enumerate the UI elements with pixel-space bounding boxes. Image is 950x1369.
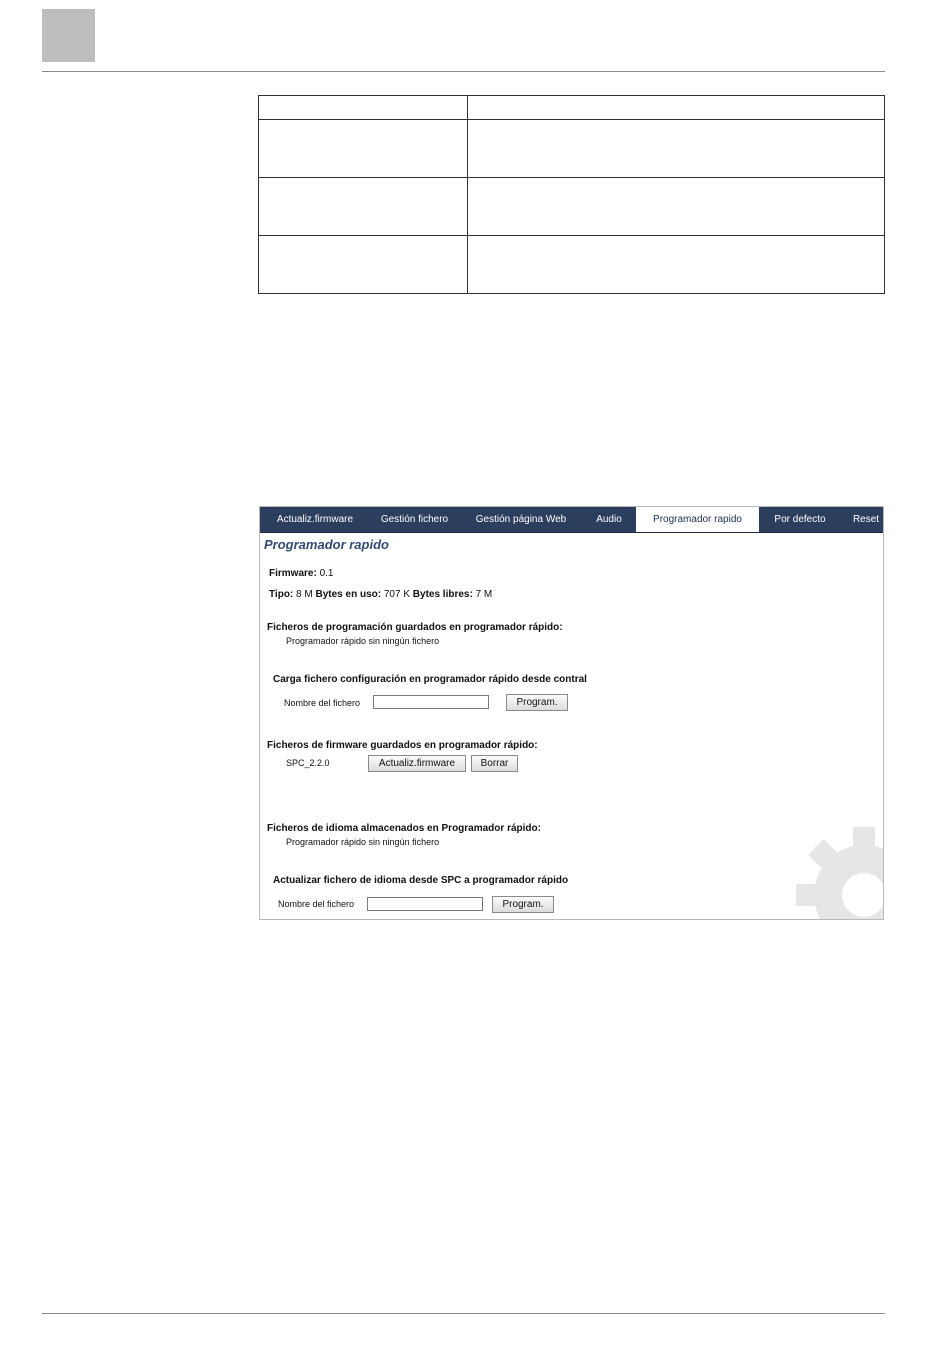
- tab-gestion-fichero[interactable]: Gestión fichero: [380, 514, 449, 525]
- tab-gestion-pagina-web[interactable]: Gestión página Web: [475, 514, 567, 525]
- fw-file-name: SPC_2.2.0: [286, 758, 330, 768]
- delete-button[interactable]: Borrar: [471, 755, 518, 772]
- table-header-cell: [259, 96, 468, 120]
- lang-file-name-label: Nombre del fichero: [278, 899, 355, 909]
- fw-files-heading: Ficheros de firmware guardados en programador rápido:: [267, 740, 538, 751]
- tipo-value: 8 M: [296, 589, 313, 600]
- program-button[interactable]: Program.: [506, 694, 568, 711]
- table-cell: [259, 120, 468, 178]
- table-row: [259, 120, 885, 178]
- update-lang-heading: Actualizar fichero de idioma desde SPC a programador rápido: [273, 875, 569, 886]
- table-header-row: [259, 96, 885, 120]
- firmware-label: Firmware:: [269, 568, 317, 579]
- table-cell: [259, 178, 468, 236]
- lang-file-name-input[interactable]: [367, 897, 483, 911]
- bytes-uso-value: 707 K: [383, 589, 410, 600]
- firmware-value: 0.1: [319, 568, 334, 579]
- lang-files-heading: Ficheros de idioma almacenados en Programador rápido:: [267, 823, 541, 834]
- file-name-label: Nombre del fichero: [284, 698, 361, 708]
- tab-bar: [260, 507, 883, 533]
- load-config-heading: Carga fichero configuración en programador rápido desde contral: [273, 674, 587, 685]
- header-rule: [42, 71, 885, 72]
- chapter-marker: [42, 9, 95, 62]
- document-table: [258, 95, 885, 294]
- prog-files-empty: Programador rápido sin ningún fichero: [286, 636, 440, 646]
- tab-reset[interactable]: Reset: [852, 514, 880, 525]
- lang-program-button[interactable]: Program.: [492, 896, 554, 913]
- table-cell: [468, 178, 885, 236]
- page-title: Programador rapido: [264, 537, 389, 552]
- prog-files-heading: Ficheros de programación guardados en programador rápido:: [267, 622, 563, 633]
- app-screenshot: [259, 506, 884, 920]
- firmware-line: [269, 568, 333, 579]
- tab-por-defecto[interactable]: Por defecto: [774, 514, 826, 525]
- tab-programador-rapido[interactable]: Programador rapido: [636, 507, 759, 532]
- bytes-uso-label: Bytes en uso:: [315, 589, 382, 600]
- lang-files-empty: Programador rápido sin ningún fichero: [286, 837, 440, 847]
- tab-actualiz-firmware[interactable]: Actualiz.firmware: [276, 514, 354, 525]
- table-cell: [259, 236, 468, 294]
- table-cell: [468, 236, 885, 294]
- bytes-libres-label: Bytes libres:: [412, 589, 473, 600]
- table-header-cell: [468, 96, 885, 120]
- memory-line: [269, 589, 492, 600]
- footer-rule: [42, 1313, 885, 1314]
- table-row: [259, 178, 885, 236]
- bytes-libres-value: 7 M: [475, 589, 493, 600]
- table-row: [259, 236, 885, 294]
- gear-icon: [794, 825, 884, 920]
- tipo-label: Tipo:: [269, 589, 294, 600]
- update-firmware-button[interactable]: Actualiz.firmware: [368, 755, 466, 772]
- table-cell: [468, 120, 885, 178]
- tab-audio[interactable]: Audio: [596, 514, 622, 525]
- file-name-input[interactable]: [373, 695, 489, 709]
